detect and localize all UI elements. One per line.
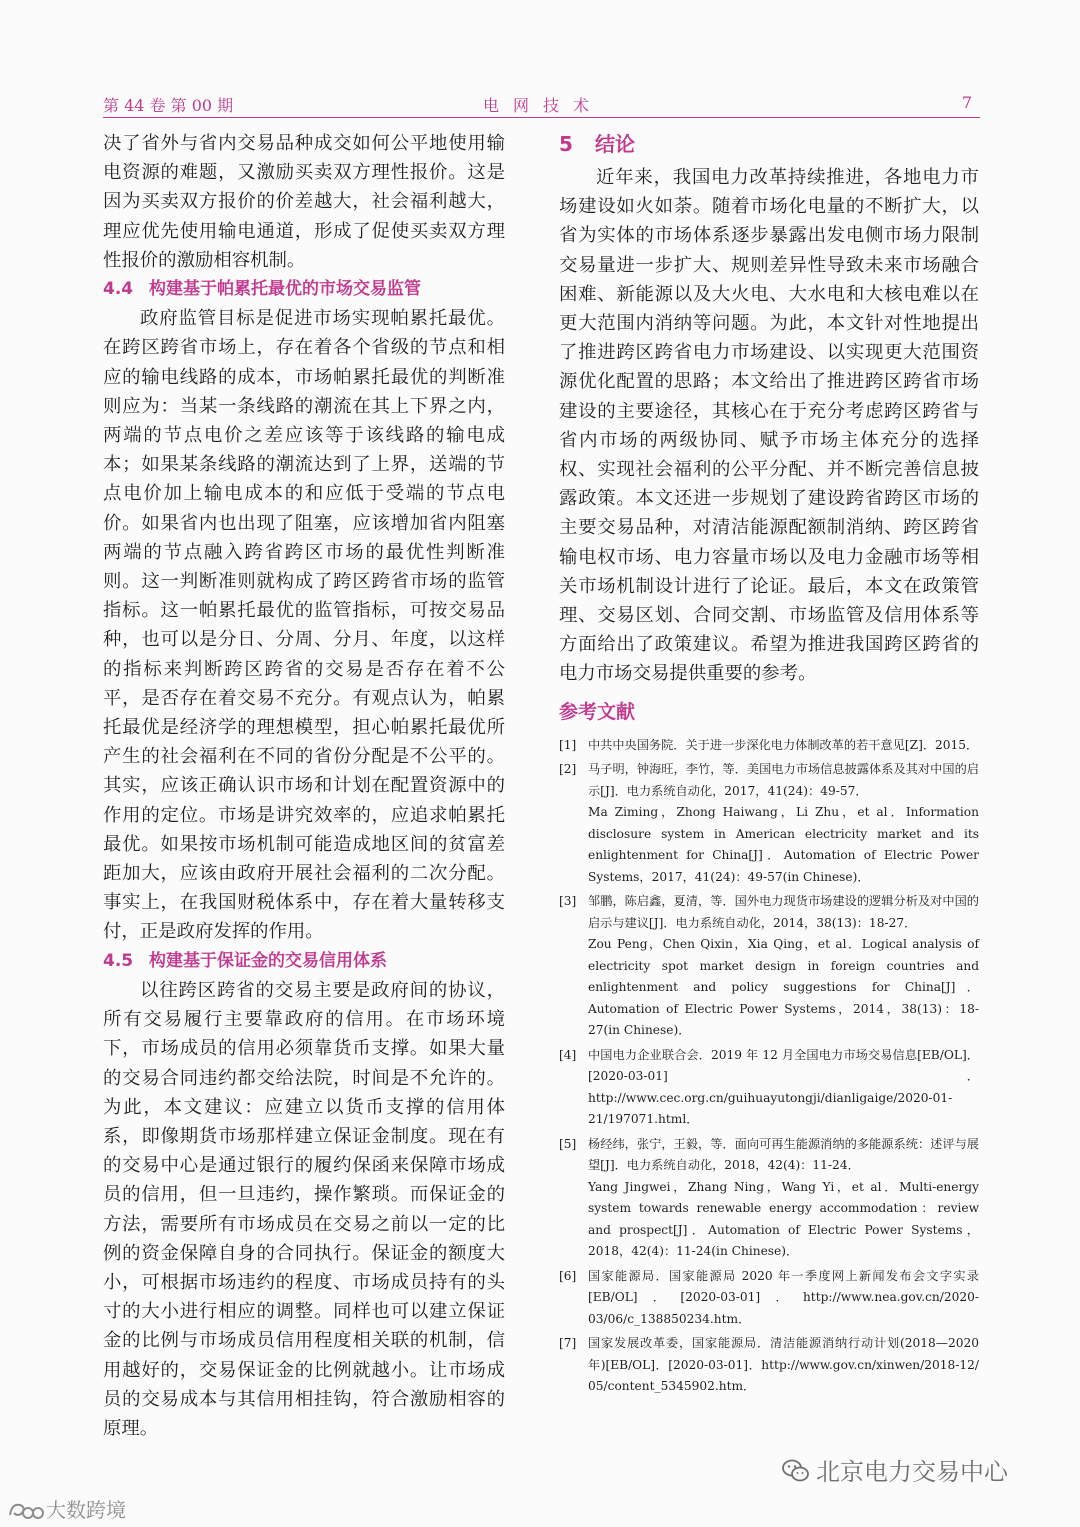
paragraph-continued: 决了省外与省内交易品种成交如何公平地使用输电资源的难题，又激励买卖双方理性报价。这是因为买卖双方报价的价差越大，社会福利越大，理应优先使用输电通道，形成了促使买卖双方理性报价的激励相容机制。 <box>103 133 505 271</box>
section-heading-4-5 <box>103 947 505 976</box>
reference-text-en: Ma Ziming，Zhong Haiwang，Li Zhu，et al．Information disclosure system in American electricity market and its enlightenment for China[J]．Automation of Electric Power Systems，2017，41(24)：49-57(in Chinese)． <box>588 805 979 884</box>
paragraph-4-5: 以往跨区跨省的交易主要是政府间的协议，所有交易履行主要靠政府的信用。在市场环境下，市场成员的信用必须靠货币支撑。如果大量的交易合同违约都交给法院，时间是不允许的。为此，本文建议：应建立以货币支撑的信用体系，即像期货市场那样建立保证金制度。现在有的交易中心是通过银行的履约保函来保障市场成员的信用，但一旦违约，操作繁琐。而保证金的方法，需要所有市场成员在交易之前以一定的比例的资金保障自身的合同执行。保证金的额度大小，可根据市场违约的程度、市场成员持有的头寸的大小进行相应的调整。同样也可以建立保证金的比例与市场成员信用程度相关联的机制，信用越好的，交易保证金的比例就越小。让市场成员的交易成本与其信用相挂钩，符合激励相容的原理。 <box>103 979 505 1439</box>
reference-item <box>559 759 979 888</box>
watermark <box>782 1452 1008 1487</box>
watermark-text: 北京电力交易中心 <box>816 1458 1008 1486</box>
reference-text-zh: 杨经纬，张宁，王毅，等．面向可再生能源消纳的多能源系统：述评与展望[J]．电力系统自动化，2018，42(4)：11-24． <box>588 1136 979 1173</box>
section-number: 4.5 <box>103 950 134 971</box>
paragraph-conclusion: 近年来，我国电力改革持续推进，各地电力市场建设如火如荼。随着市场化电量的不断扩大，以省为实体的市场体系逐步暴露出发电侧市场力限制交易量进一步扩大、规则差异性导致未来市场融合困难、新能源以及大火电、大水电和大核电难以在更大范围内消纳等问题。为此，本文针对性地提出了推进跨区跨省电力市场建设、以实现更大范围资源优化配置的思路；本文给出了推进跨区跨省市场建设的主要途径，其核心在于充分考虑跨区跨省与省内市场的两级协同、赋予市场主体充分的选择权、实现社会福利的公平分配、并不断完善信息披露政策。本文还进一步规划了建设跨省跨区市场的主要交易品种，对清洁能源配额制消纳、跨区跨省输电权市场、电力容量市场以及电力金融市场等相关市场机制设计进行了论证。最后，本文在政策管理、交易区划、合同交割、市场监管及信用体系等方面给出了政策建议。希望为推进我国跨区跨省的电力市场交易提供重要的参考。 <box>559 167 979 685</box>
reference-number: [4] <box>559 1047 577 1062</box>
reference-item <box>559 1266 979 1331</box>
journal-title: 电网技术 <box>483 96 604 115</box>
section-title: 结论 <box>595 132 635 156</box>
section-title: 构建基于帕累托最优的市场交易监管 <box>149 279 421 300</box>
reference-text-zh: 中共中央国务院．关于进一步深化电力体制改革的若干意见[Z]．2015． <box>588 737 979 752</box>
reference-number: [1] <box>559 737 577 752</box>
section-heading-4-4 <box>103 275 505 304</box>
reference-text-zh: 邹鹏，陈启鑫，夏清，等．国外电力现货市场建设的逻辑分析及对中国的启示与建议[J]．电力系统自动化，2014，38(13)：18-27． <box>588 894 979 930</box>
section-number: 5 <box>559 132 573 156</box>
right-column <box>559 129 979 1401</box>
reference-number: [3] <box>559 894 577 909</box>
page-number: 7 <box>961 93 972 112</box>
reference-text-en: Zou Peng，Chen Qixin，Xia Qing，et al．Logical analysis of electricity spot market design in foreign countries and enlightenment and policy suggestions for China[J]．Automation of Electric Power Systems，2014，38(13)：18-27(in Chinese)． <box>588 937 979 1038</box>
reference-number: [7] <box>559 1336 577 1351</box>
reference-item <box>559 1134 979 1263</box>
paragraph-4-4: 政府监管目标是促进市场实现帕累托最优。在跨区跨省市场上，存在着各个省级的节点和相应的输电线路的成本，市场帕累托最优的判断准则应为：当某一条线路的潮流在其上下界之内，两端的节点电价之差应该等于该线路的输电成本；如果某条线路的潮流达到了上界，送端的节点电价加上输电成本的和应低于受端的节点电价。如果省内也出现了阻塞，应该增加省内阻塞两端的节点融入跨省跨区市场的最优性判断准则。这一判断准则就构成了跨区跨省市场的监管指标。这一帕累托最优的监管指标，可按交易品种，也可以是分日、分周、分月、年度，以这样的指标来判断跨区跨省的交易是否存在着不公平，是否存在着交易不充分。有观点认为，帕累托最优是经济学的理想模型，担心帕累托最优所产生的社会福利在不同的省份分配是不公平的。其实，应该正确认识市场和计划在配置资源中的作用的定位。市场是讲究效率的，应追求帕累托最优。如果按市场机制可能造成地区间的贫富差距加大，应该由政府开展社会福利的二次分配。事实上，在我国财税体系中，存在着大量转移支付，正是政府发挥的作用。 <box>103 308 505 943</box>
reference-list <box>559 735 979 1398</box>
running-header <box>103 93 980 119</box>
reference-text-en: Yang Jingwei，Zhang Ning，Wang Yi，et al．Multi-energy system towards renewable energy accommodation：review and prospect[J]．Automation of Electric Power Systems，2018，42(4)：11-24(in Chinese)． <box>588 1179 979 1259</box>
section-heading-5 <box>559 129 979 159</box>
reference-number: [2] <box>559 762 577 777</box>
reference-item <box>559 891 979 1042</box>
header-rule <box>103 117 980 118</box>
section-title: 构建基于保证金的交易信用体系 <box>149 950 387 971</box>
corner-logo <box>6 1494 126 1523</box>
reference-item <box>559 735 979 757</box>
left-column <box>103 129 505 1443</box>
reference-text-zh: 国家发展改革委，国家能源局．清洁能源消纳行动计划(2018—2020 年)[EB/OL]．[2020-03-01]．http://www.gov.cn/xinwen/2018-12/ 05/content_5345902.htm． <box>588 1336 979 1394</box>
reference-text-zh: 中国电力企业联合会．2019 年 12 月全国电力市场交易信息[EB/OL]．[2020-03-01]．http://www.cec.org.cn/guihuayutongji/dianligaige/2020-01-21/197071.html． <box>588 1047 979 1127</box>
reference-number: [5] <box>559 1136 577 1151</box>
section-number: 4.4 <box>103 279 134 300</box>
references-heading: 参考文献 <box>559 700 636 723</box>
wechat-icon <box>782 1459 810 1483</box>
reference-number: [6] <box>559 1268 577 1283</box>
reference-text-zh: 国家能源局．国家能源局 2020 年一季度网上新闻发布会文字实录[EB/OL]．[2020-03-01]．http://www.nea.gov.cn/2020-03/06/c_138850234.htm． <box>588 1268 979 1326</box>
reference-item <box>559 1045 979 1131</box>
logo-icon <box>6 1499 46 1521</box>
reference-text-zh: 马子明，钟海旺，李竹，等．美国电力市场信息披露体系及其对中国的启示[J]．电力系统自动化，2017，41(24)：49-57． <box>588 762 979 798</box>
logo-text: 大数跨境 <box>46 1498 126 1522</box>
volume-issue: 第 44 卷 第 00 期 <box>103 96 234 115</box>
reference-item <box>559 1333 979 1398</box>
